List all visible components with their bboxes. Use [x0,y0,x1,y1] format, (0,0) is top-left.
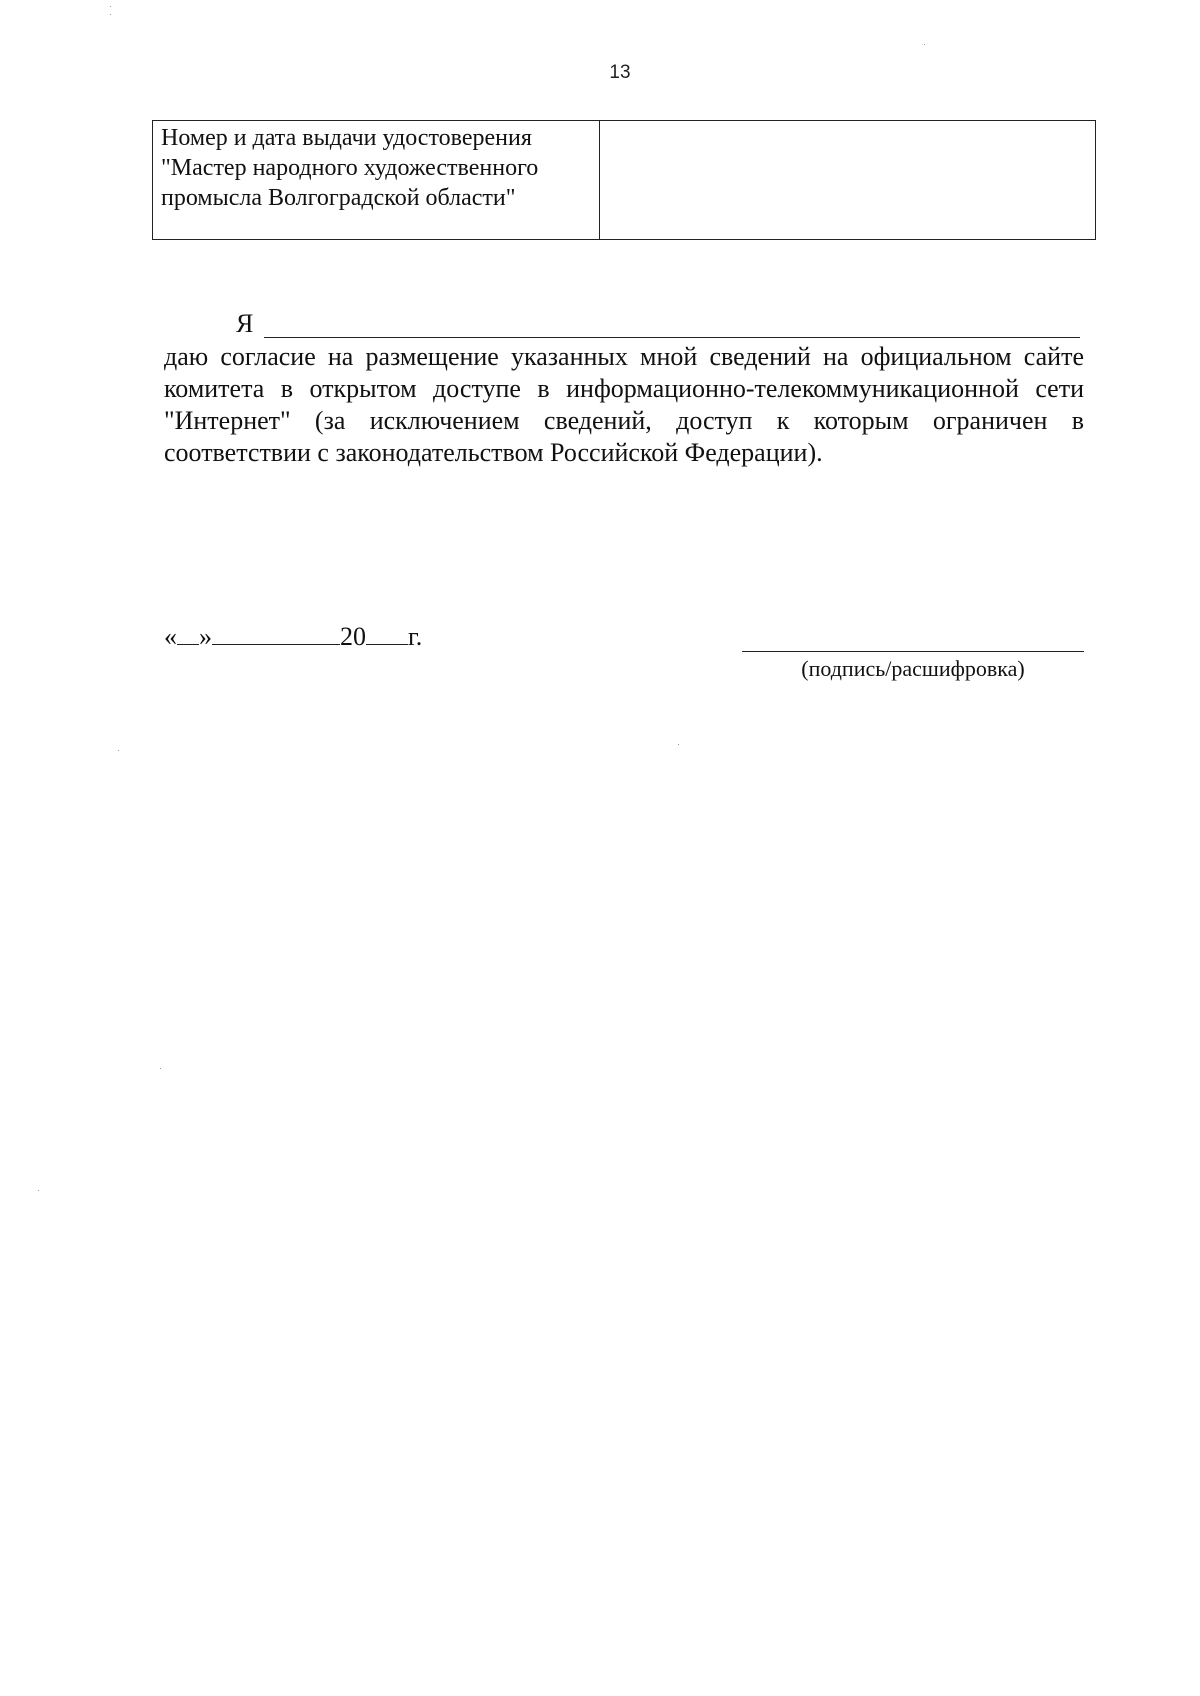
name-blank-field[interactable] [264,337,1080,338]
scan-speck [924,44,925,45]
scan-speck [160,1068,161,1069]
signature-line[interactable] [742,651,1084,652]
year-prefix: 20 [340,622,366,651]
certificate-label-cell: Номер и дата выдачи удостоверения "Мастер народного художественного промысла Волгоградской области" [153,121,600,240]
date-open-quote: « [164,622,177,651]
date-field [164,621,422,653]
year-blank[interactable] [366,622,408,645]
consent-prefix: Я [236,309,254,338]
year-suffix: г. [408,622,423,651]
consent-text: даю согласие на размещение указанных мной сведений на официальном сайте комитета в открытом доступе в информационно-телекоммуникационной сети "Интернет" (за исключением сведений, доступ к которым ограничен в соответствии с законодательством Российской Федерации). [164,342,1084,467]
consent-name-line [236,307,1080,341]
scan-speck [118,750,119,751]
day-blank[interactable] [177,622,199,645]
scan-speck [110,14,111,15]
scan-speck [38,1190,39,1191]
certificate-table [152,120,1096,240]
date-close-quote: » [199,622,212,651]
scan-speck [678,744,679,745]
certificate-value-cell[interactable] [600,121,1096,240]
table-row [153,121,1096,240]
scan-speck [110,6,111,7]
page-number: 13 [609,62,631,83]
signature-caption: (подпись/расшифровка) [801,656,1025,681]
month-blank[interactable] [212,622,340,645]
